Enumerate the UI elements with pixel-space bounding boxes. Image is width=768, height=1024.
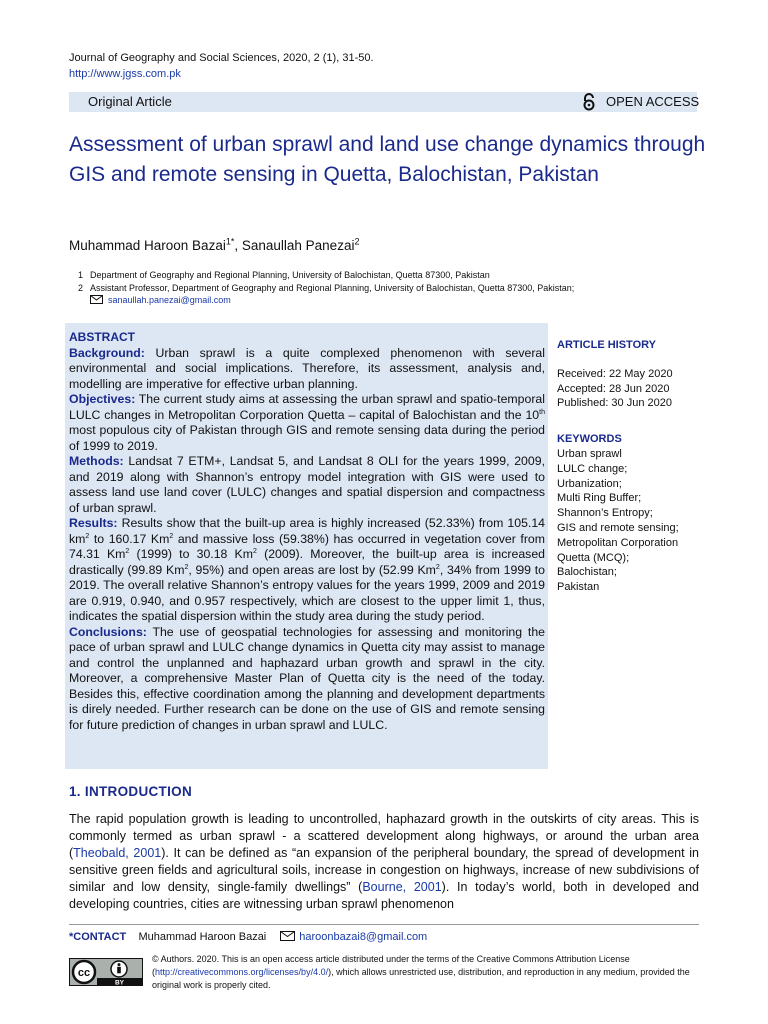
article-history-heading: ARTICLE HISTORY bbox=[557, 339, 657, 351]
abstract-body bbox=[69, 330, 545, 733]
introduction-paragraph bbox=[69, 811, 699, 913]
square-superscript: 2 bbox=[125, 547, 130, 555]
article-sidebar bbox=[557, 338, 707, 595]
abstract-heading: ABSTRACT bbox=[69, 330, 135, 344]
objectives-label: Objectives: bbox=[69, 392, 136, 406]
methods-text: Landsat 7 ETM+, Landsat 5, and Landsat 8 OLI for the years 1999, 2009, and 2019 along with Shannon’s entropy model integration with GIS were used to assess land use land cover (LULC) changes and spatial dispersion and compactness of urban sprawl. bbox=[69, 454, 545, 515]
introduction-heading: 1. INTRODUCTION bbox=[69, 784, 193, 799]
open-access-lock-icon bbox=[582, 93, 596, 111]
contact-row bbox=[69, 931, 427, 943]
envelope-icon bbox=[90, 295, 103, 304]
author-name: Muhammad Haroon Bazai bbox=[69, 238, 226, 253]
keyword-item: Pakistan bbox=[557, 581, 600, 594]
keyword-item: Multi Ring Buffer; bbox=[557, 492, 642, 505]
affiliation-1 bbox=[78, 270, 490, 280]
results-text: (2009). Moreover, the built-up area is increased drastically (99.89 Km bbox=[69, 547, 545, 577]
intro-text: ). In today’s world, both in developed and developing countries, cities are witnessing urban sprawl phenomenon bbox=[69, 880, 700, 911]
license-text: ), which allows unrestricted use, distribution, and reproduction in any medium, provided the original work is properly cited. bbox=[152, 967, 690, 990]
square-superscript: 2 bbox=[435, 563, 440, 571]
affiliation-number: 2 bbox=[78, 283, 84, 293]
objectives-text-cont: most populous city of Pakistan through GIS and remote sensing data during the period of 1999 to 2019. bbox=[69, 423, 545, 453]
keyword-item: Quetta (MCQ); bbox=[557, 551, 630, 564]
conclusions-text: The use of geospatial technologies for assessing and monitoring the pace of urban sprawl and LULC change dynamics in Quetta city may assist to manage and control the unplanned and haphazard urban growth and sprawl in the city. Moreover, a comprehensive Master Plan of Quetta city is the need of the today. Besides this, effective coordination among the planning and development departments is direly needed. Further research can be done on the use of GIS and remote sensing for future prediction of changes in urban sprawl and LULC. bbox=[69, 624, 545, 732]
keyword-item: Urbanization; bbox=[557, 477, 622, 490]
affiliation-email-row bbox=[90, 295, 231, 305]
conclusions-label: Conclusions: bbox=[69, 624, 147, 639]
abstract-results bbox=[69, 516, 545, 625]
cc-by-license-badge-icon[interactable] bbox=[69, 958, 143, 986]
square-superscript: 2 bbox=[253, 547, 257, 555]
contact-label: *CONTACT bbox=[69, 931, 127, 943]
background-text: Urban sprawl is a quite complexed phenomenon with several environmental and social implications. Therefore, its assessment, analysis and, modelling are imperative for effective urban planning. bbox=[69, 345, 545, 391]
keyword-item: Balochistan; bbox=[557, 566, 617, 579]
square-superscript: 2 bbox=[85, 532, 90, 540]
results-text: and massive loss (59.38%) has occurred in vegetation cover from 74.31 Km bbox=[69, 531, 545, 561]
cc-badge-left-text: cc bbox=[77, 967, 91, 979]
results-text: (1999) to 30.18 Km bbox=[129, 547, 254, 561]
cc-badge-right-text: BY bbox=[114, 979, 125, 986]
keywords-heading: KEYWORDS bbox=[557, 433, 622, 446]
abstract-conclusions bbox=[69, 625, 545, 734]
journal-citation: Journal of Geography and Social Sciences, 2020, 2 (1), 31-50. bbox=[69, 52, 374, 64]
license-statement bbox=[152, 953, 700, 992]
contact-email-link[interactable]: haroonbazai8@gmail.com bbox=[299, 931, 428, 943]
objectives-text: The current study aims at assessing the urban sprawl and spatio-temporal LULC changes in Metropolitan Corporation Quetta – capital of Balochistan and the 10 bbox=[69, 392, 545, 422]
keyword-item: LULC change; bbox=[557, 462, 628, 475]
footer-divider bbox=[69, 924, 699, 925]
background-label: Background: bbox=[69, 345, 145, 360]
intro-text: ). It can be defined as “an expansion of the peripheral boundary, the spread of development in sensitive green fields and agricultural soils, increase in congestion on highways, increase of new subdivisions of similar and low density, single-family dwellings” ( bbox=[69, 846, 699, 894]
license-url-link[interactable]: http://creativecommons.org/licenses/by/4.0/ bbox=[155, 967, 329, 977]
affiliation-number: 1 bbox=[78, 270, 84, 280]
intro-text: The rapid population growth is leading to uncontrolled, haphazard growth in the outskirts of city areas. This is commonly termed as urban sprawl - a scattered development along highways, or around the urban area ( bbox=[69, 812, 699, 860]
citation-link[interactable]: Theobald, 2001 bbox=[73, 846, 162, 860]
author-separator: , bbox=[234, 238, 242, 253]
received-date: Received: 22 May 2020 bbox=[557, 367, 673, 380]
results-text: , 95%) and open areas are lost by (52.99 Km bbox=[188, 562, 436, 577]
abstract-methods bbox=[69, 454, 545, 516]
published-date: Published: 30 Jun 2020 bbox=[557, 397, 672, 410]
square-superscript: 2 bbox=[184, 563, 189, 571]
abstract-background bbox=[69, 346, 545, 393]
methods-label: Methods: bbox=[69, 454, 124, 468]
ordinal-superscript: th bbox=[539, 408, 545, 416]
keyword-item: GIS and remote sensing; bbox=[557, 521, 679, 534]
abstract-objectives bbox=[69, 392, 545, 454]
square-superscript: 2 bbox=[169, 532, 174, 540]
affiliation-2 bbox=[78, 283, 574, 293]
envelope-icon bbox=[280, 931, 295, 941]
contact-name: Muhammad Haroon Bazai bbox=[138, 931, 267, 943]
open-access-label: OPEN ACCESS bbox=[606, 94, 700, 109]
results-label: Results: bbox=[69, 516, 118, 530]
results-text: Results show that the built-up area is highly increased (52.33%) from 105.14 km bbox=[69, 516, 545, 546]
author-list bbox=[69, 238, 359, 253]
author-name: Sanaullah Panezai bbox=[241, 238, 355, 253]
results-text: , 34% from 1999 to 2019. The overall relative Shannon’s entropy values for the years 1999, 2009 and 2019 are 0.919, 0.940, and 0.957 respectively, which are closest to the upper limit 1, thus, indicates the spatial dispersion within the study area during the study period. bbox=[69, 562, 545, 623]
keyword-item: Shannon’s Entropy; bbox=[557, 507, 653, 520]
license-text: © Authors. 2020. This is an open access article distributed under the terms of the Creative Commons Attribution License ( bbox=[152, 954, 630, 977]
keyword-item: Urban sprawl bbox=[557, 447, 622, 460]
accepted-date: Accepted: 28 Jun 2020 bbox=[557, 382, 670, 395]
results-text: to 160.17 Km bbox=[89, 531, 170, 546]
keyword-item: Metropolitan Corporation bbox=[557, 536, 679, 549]
author-affiliation-mark: 1* bbox=[225, 236, 235, 247]
citation-link[interactable]: Bourne, 2001 bbox=[362, 880, 442, 894]
journal-url-link[interactable]: http://www.jgss.com.pk bbox=[69, 68, 181, 80]
affiliation-email-link[interactable]: sanaullah.panezai@gmail.com bbox=[108, 295, 231, 305]
affiliation-text: Department of Geography and Regional Planning, University of Balochistan, Quetta 87300, Pakistan bbox=[90, 270, 490, 280]
article-title: Assessment of urban sprawl and land use change dynamics through GIS and remote sensing in Quetta, Balochistan, Pakistan bbox=[69, 133, 706, 186]
author-affiliation-mark: 2 bbox=[354, 236, 360, 247]
article-type-label: Original Article bbox=[88, 94, 172, 109]
affiliation-text: Assistant Professor, Department of Geography and Regional Planning, University of Balochistan, Quetta 87300, Pakistan; bbox=[90, 283, 575, 293]
